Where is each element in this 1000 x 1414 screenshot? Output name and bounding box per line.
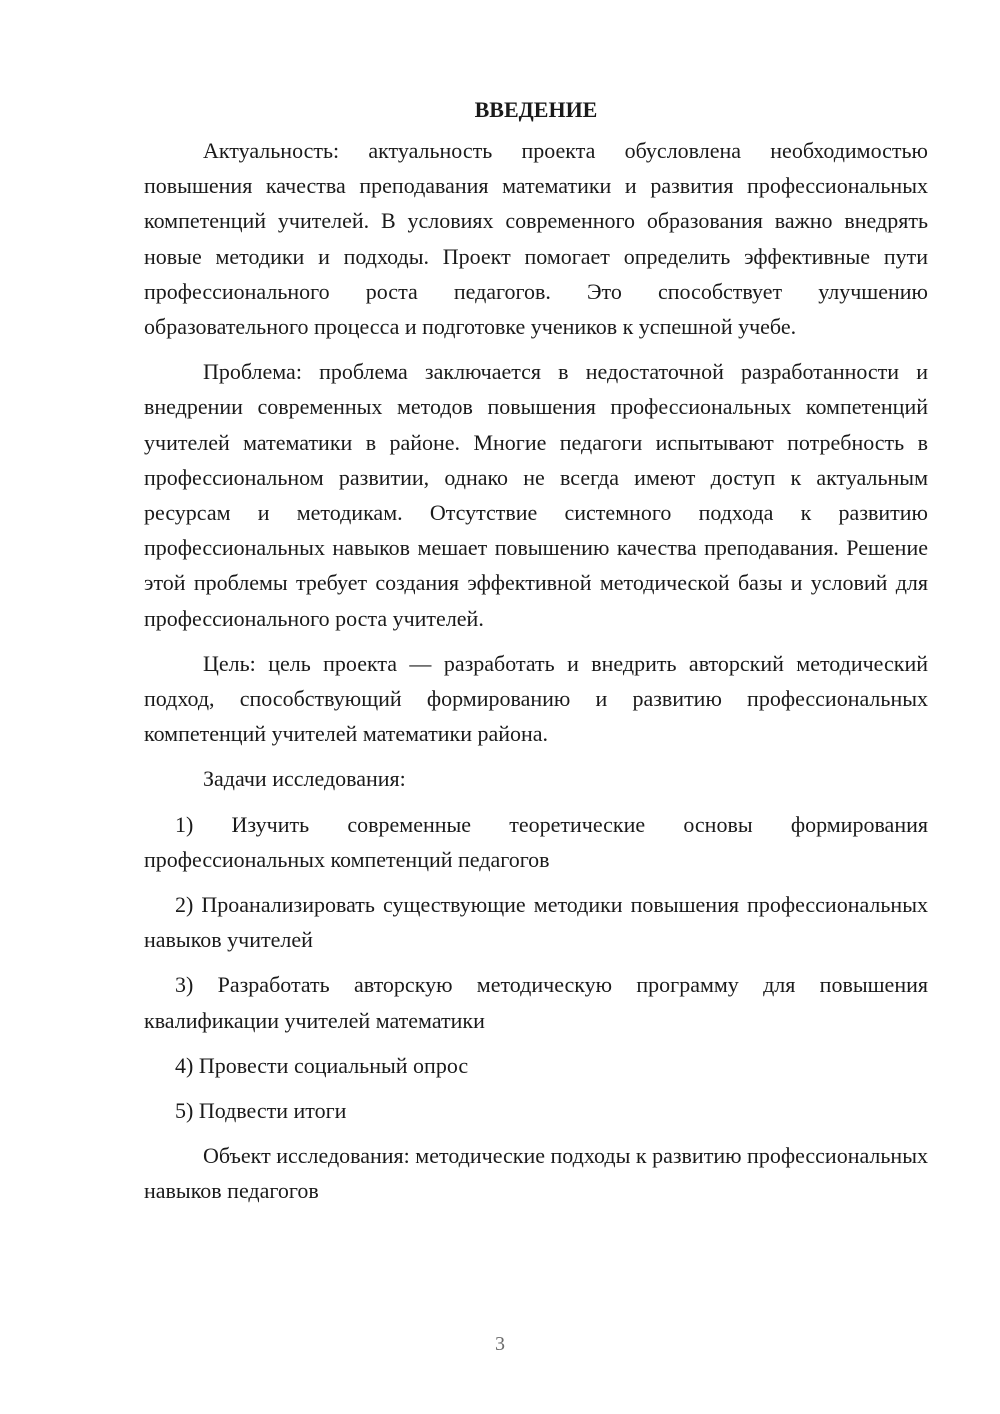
page-number: 3 <box>495 1333 505 1355</box>
page-title: ВВЕДЕНИЕ <box>474 97 598 122</box>
task-item-4: 4) Провести социальный опрос <box>175 1052 469 1078</box>
paragraph-goal: Цель: цель проекта — разработать и внедрить авторский методический подход, способствующий формированию и развитию профессиональных компетенций учителей математики района. <box>144 650 928 747</box>
paragraph-problem: Проблема: проблема заключается в недостаточной разработанности и внедрении современных методов повышения профессиональных компетенций учителей математики в районе. Многие педагоги испытывают потребность в профессиональном развитии, однако не всегда имеют доступ к актуальным ресурсам и методикам. Отсутствие системного подхода к развитию профессиональных навыков мешает повышению качества преподавания. Решение этой проблемы требует создания эффективной методической базы и условий для профессионального роста учителей. <box>144 359 928 631</box>
paragraph-tasks-heading: Задачи исследования: <box>203 766 406 792</box>
paragraph-relevance: Актуальность: актуальность проекта обусловлена необходимостью повышения качества преподавания математики и развития профессиональных компетенций учителей. В условиях современного образования важно внедрять новые методики и подходы. Проект помогает определить эффективные пути профессионального роста педагогов. Это способствует улучшению образовательного процесса и подготовке учеников к успешной учебе. <box>144 138 928 340</box>
task-item-3: 3) Разработать авторскую методическую программу для повышения квалификации учителей математики <box>144 972 928 1033</box>
task-item-1: 1) Изучить современные теоретические основы формирования профессиональных компетенций педагогов <box>144 811 928 872</box>
document-page <box>144 92 928 1219</box>
task-item-2: 2) Проанализировать существующие методики повышения профессиональных навыков учителей <box>144 892 928 953</box>
paragraph-object: Объект исследования: методические подходы к развитию профессиональных навыков педагогов <box>144 1143 928 1204</box>
task-item-5: 5) Подвести итоги <box>175 1098 347 1124</box>
